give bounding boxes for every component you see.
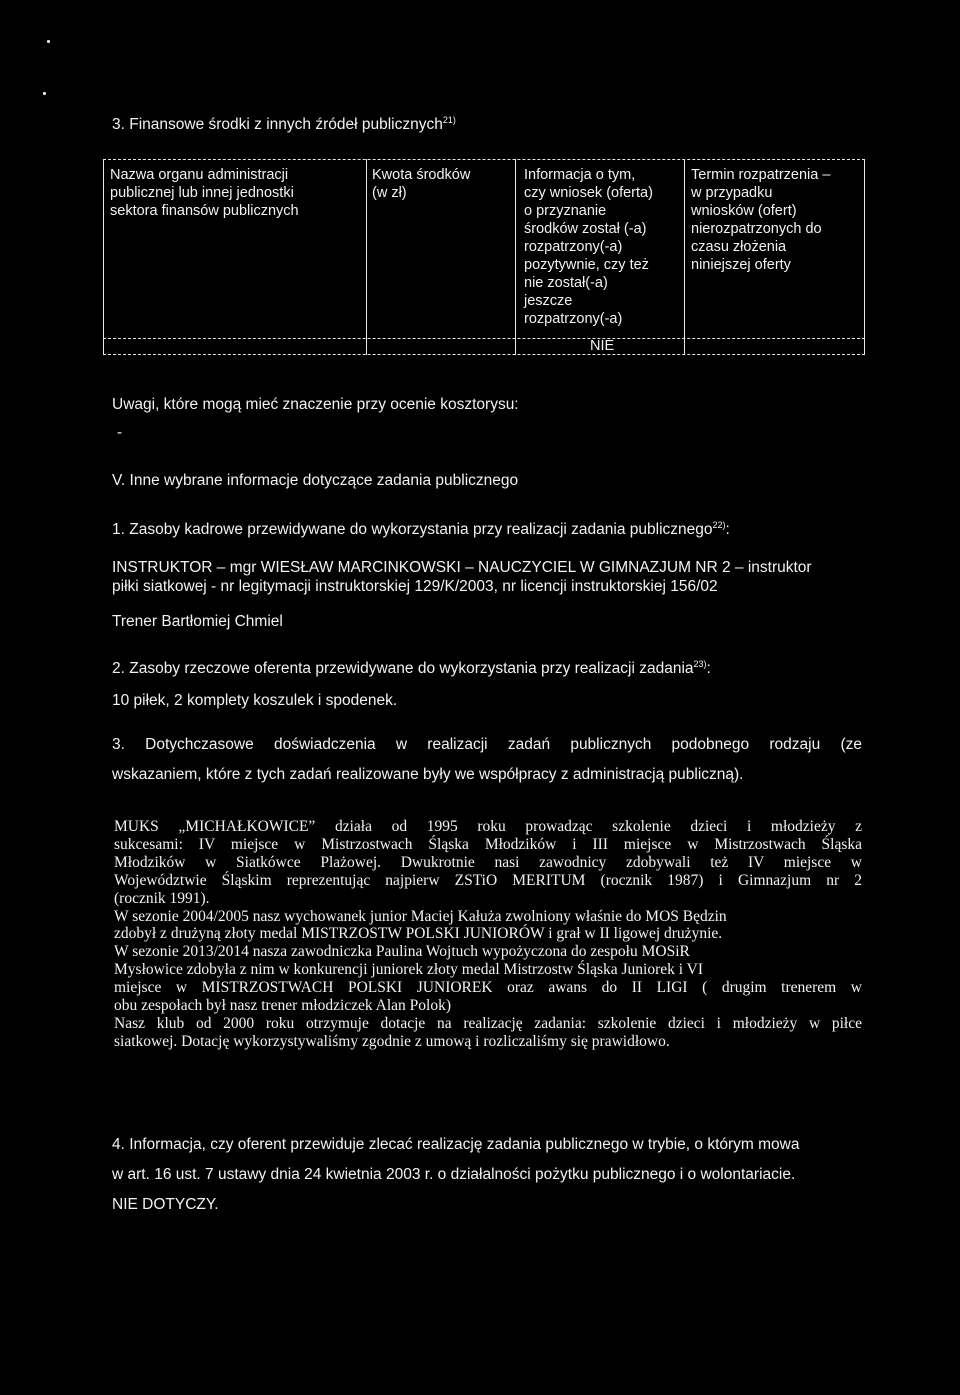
section-title: 3. Finansowe środki z innych źródeł publicznych$^{21)}$ bbox=[112, 114, 456, 133]
experience-paragraph: MUKS „MICHAŁKOWICE” działa od 1995 roku prowadząc szkolenie dzieci i młodzieży z sukcesami: IV miejsce w Mistrzostwach Śląska Młodzików i III miejsce w Mistrzostwach Śląska Młodzików w Siatkówce Plażowej. Dwukrotnie nasi zawodnicy zdobywali też IV miejsce w Województwie Śląskim reprezentując najpierw ZSTiO MERITUM (rocznik 1987) i Gimnazjum nr 2 (rocznik 1991). W sezonie 2004/2005 nasz wychowanek junior Maciej Kałuża zwolniony właśnie do MOS Będzin zdobył z drużyną złoty medal MISTRZOSTW POLSKI JUNIORÓW i grał w II ligowej drużynie. W sezonie 2013/2014 nasza zawodniczka Paulina Wojtuch wypożyczona do zespołu MOSiR Mysłowice zdobyła z nim w konkurencji juniorek złoty medal Mistrzostw Śląska Juniorek i VI miejsce w MISTRZOSTWACH POLSKI JUNIOREK oraz awans do II LIGI ( drugim trenerem w obu zespołach był nasz trener młodziczek Alan Polok) Nasz klub od 2000 roku otrzymuje dotacje na realizację zadania: szkolenie dzieci i młodzieży w piłce siatkowej. Dotację wykorzystywaliśmy zgodnie z umową i rozliczaliśmy się prawidłowo. bbox=[114, 818, 862, 1050]
item-4-answer: NIE DOTYCZY. bbox=[112, 1196, 219, 1213]
item-1-license: piłki siatkowej - nr legitymacji instruktorskiej 129/K/2003, nr licencji instruktorskiej 156/02 bbox=[112, 578, 718, 595]
item-4-title: 4. Informacja, czy oferent przewiduje zlecać realizację zadania publicznego w trybie, o którym mowa bbox=[112, 1136, 800, 1153]
table-divider bbox=[515, 159, 516, 355]
table-bottom-border bbox=[103, 354, 865, 355]
table-divider bbox=[684, 159, 685, 355]
funding-sources-table bbox=[103, 159, 865, 355]
table-top-border bbox=[103, 159, 865, 160]
remarks-dash: - bbox=[117, 424, 123, 441]
header-amount: Kwota środków (w zł) bbox=[372, 167, 471, 201]
item-1-title: 1. Zasoby kadrowe przewidywane do wykorzystania przy realizacji zadania publicznego$^{22)}$: bbox=[112, 519, 730, 538]
item-1-instructor: INSTRUKTOR – mgr WIESŁAW MARCINKOWSKI – NAUCZYCIEL W GIMNAZJUM NR 2 – instruktor bbox=[112, 559, 812, 576]
item-3-title: 3. Dotychczasowe doświadczenia w realizacji zadań publicznych podobnego rodzaju (ze bbox=[112, 736, 862, 753]
item-3-title-cont: wskazaniem, które z tych zadań realizowane były we współpracy z administracją publiczną). bbox=[112, 766, 744, 783]
item-1-trainer: Trener Bartłomiej Chmiel bbox=[112, 613, 283, 630]
table-border-left bbox=[103, 159, 104, 355]
header-authority-name: Nazwa organu administracji publicznej lub innej jednostki sektora finansów publicznych bbox=[110, 167, 299, 219]
scan-speck bbox=[47, 40, 50, 43]
table-border-right bbox=[864, 159, 865, 355]
item-4-title-cont: w art. 16 ust. 7 ustawy dnia 24 kwietnia 2003 r. o działalności pożytku publicznego i o wolontariacie. bbox=[112, 1166, 796, 1183]
header-decision-date: Termin rozpatrzenia – w przypadku wniosków (ofert) nierozpatrzonych do czasu złożenia niniejszej oferty bbox=[691, 167, 831, 273]
item-2-resources: 10 piłek, 2 komplety koszulek i spodenek. bbox=[112, 692, 398, 709]
item-2-title: 2. Zasoby rzeczowe oferenta przewidywane do wykorzystania przy realizacji zadania$^{23)}$: bbox=[112, 658, 711, 677]
table-header-bottom-border bbox=[103, 338, 865, 339]
table-divider bbox=[366, 159, 367, 355]
section-title: V. Inne wybrane informacje dotyczące zadania publicznego bbox=[112, 472, 519, 489]
table-cell-status-value: NIE bbox=[590, 338, 615, 354]
scan-speck bbox=[43, 92, 46, 95]
remarks-label: Uwagi, które mogą mieć znaczenie przy ocenie kosztorysu: bbox=[112, 396, 519, 413]
header-application-status: Informacja o tym, czy wniosek (oferta) o przyznanie środków został (-a) rozpatrzony(-a) pozytywnie, czy też nie został(-a) jeszcze rozpatrzony(-a) bbox=[524, 167, 653, 327]
